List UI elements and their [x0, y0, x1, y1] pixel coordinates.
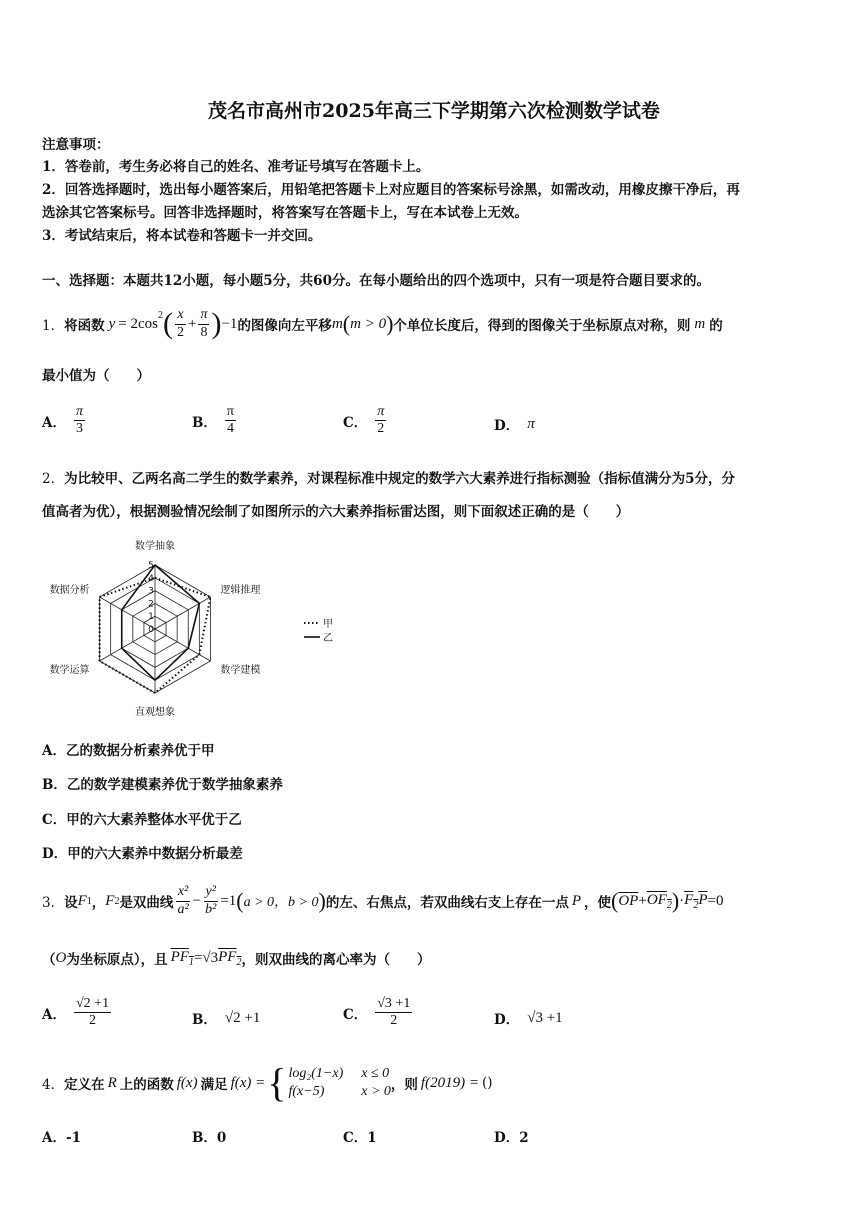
- option-label: C．: [343, 1130, 368, 1146]
- question-text: 个单位长度后，得到的图像关于坐标原点对称，则: [393, 318, 691, 334]
- question-text: 的图像向左平移: [237, 318, 332, 334]
- formula-y: y: [108, 315, 116, 332]
- option-value: 1: [367, 1130, 377, 1146]
- option-a[interactable]: [42, 404, 87, 437]
- option-label: A．: [42, 1130, 66, 1146]
- paren-open: (: [611, 888, 619, 913]
- vector-f2p: [684, 892, 707, 911]
- vector-of2: [647, 892, 672, 911]
- question-text: 上的函数: [119, 1077, 174, 1093]
- option-d[interactable]: [494, 1008, 563, 1028]
- option-b[interactable]: [192, 404, 238, 437]
- tick-label: 3: [148, 586, 154, 597]
- question-text: 是双曲线: [119, 895, 174, 911]
- option-value: π: [527, 415, 535, 432]
- option-label: A．: [42, 414, 66, 431]
- question-text: ，则双曲线的离心率为（ ）: [241, 952, 431, 968]
- notice-item-2-cont: 选涂其它答案标号。回答非选择题时，将答案写在答题卡上，写在本试卷上无效。: [42, 205, 528, 221]
- option-b[interactable]: [192, 1008, 260, 1028]
- formula-fx: f(x) =: [230, 1074, 266, 1091]
- denominator: 8: [200, 324, 208, 340]
- vector-text: F: [684, 891, 694, 908]
- option-value: 0: [216, 1130, 227, 1146]
- vector-op: $\overline{OP}$: [618, 892, 639, 909]
- option-a[interactable]: A．乙的数据分析素养优于甲: [42, 743, 215, 759]
- subscript: 1: [86, 895, 92, 907]
- denominator: 4: [226, 421, 234, 437]
- axis-label: 直观想象: [135, 707, 175, 718]
- fraction: [225, 404, 236, 437]
- option-label: D．: [494, 1012, 520, 1028]
- paren-close: ): [386, 311, 394, 336]
- option-a[interactable]: [42, 996, 113, 1029]
- notice-item-2: 2．回答选择题时，选出每小题答案后，用铅笔把答题卡上对应题目的答案标号涂黑，如需改动，用橡皮擦干净后，再: [42, 182, 740, 198]
- subscript: 2: [236, 956, 242, 968]
- question-text: 满足: [200, 1077, 228, 1093]
- axis-label: 数学抽象: [135, 541, 175, 552]
- numerator: π: [74, 404, 85, 421]
- denominator: 2: [390, 1013, 398, 1029]
- series-乙: [122, 565, 200, 680]
- radar-chart: [40, 532, 350, 724]
- axis-label: 数学运算: [49, 665, 90, 676]
- axis-spoke: [100, 629, 155, 661]
- symbol-o: O: [55, 949, 67, 966]
- legend-label: 乙: [323, 633, 333, 644]
- question-text: 为比较甲、乙两名高二学生的数学素养，对课程标准中规定的数学六大素养进行指标测验（指标值满分为5分，分: [64, 471, 735, 487]
- option-label: A．: [42, 1006, 66, 1023]
- question-text: ，则: [390, 1077, 418, 1093]
- option-a[interactable]: [42, 1126, 81, 1146]
- brace-icon: {: [267, 1060, 287, 1105]
- question-3-cont: [42, 948, 430, 968]
- option-value: √3 +1: [527, 1009, 563, 1026]
- punctuation: ，: [91, 895, 106, 911]
- option-c[interactable]: [343, 996, 414, 1029]
- question-number: 1．: [42, 318, 65, 334]
- formula-plus: +: [187, 315, 197, 332]
- option-value: -1: [65, 1130, 81, 1146]
- question-text: 的: [709, 318, 723, 334]
- formula-condition: a > 0，b > 0: [243, 895, 319, 910]
- axis-spoke: [155, 629, 210, 661]
- paren-close: ): [671, 888, 680, 913]
- tick-label: 1: [148, 612, 154, 623]
- notice-item-1: 1．答卷前，考生务必将自己的姓名、准考证号填写在答题卡上。: [42, 159, 430, 175]
- formula-fx: f(x): [176, 1074, 198, 1091]
- numerator: y²: [204, 884, 218, 901]
- vector-text: PF: [218, 948, 237, 965]
- denominator: 2: [377, 421, 385, 437]
- option-label: B．: [192, 1130, 217, 1146]
- fraction: [74, 996, 111, 1029]
- question-number: 4．: [42, 1077, 65, 1093]
- question-text: ，使: [584, 895, 612, 911]
- fraction: [175, 307, 186, 340]
- fraction: [203, 884, 218, 917]
- axis-label: 数学建模: [220, 665, 261, 676]
- formula-m: m: [331, 315, 343, 332]
- vector-text: OF: [646, 891, 667, 908]
- symbol-p: P: [571, 892, 582, 909]
- denominator: 3: [75, 421, 83, 437]
- vector-pf1: [171, 949, 194, 968]
- option-d[interactable]: [494, 1126, 529, 1146]
- formula-exponent: 2: [157, 310, 163, 321]
- legend-label: 甲: [323, 619, 333, 630]
- numerator: √2 +1: [74, 996, 111, 1013]
- formula-ask: f(2019) =: [420, 1074, 479, 1091]
- denominator: a²: [177, 901, 189, 917]
- axis-spoke: [155, 597, 210, 629]
- option-label: B．: [192, 414, 217, 431]
- tick-label: 0: [148, 625, 154, 635]
- formula-equals: =√3: [193, 949, 219, 966]
- option-label: C．: [343, 414, 368, 431]
- question-text: 定义在: [64, 1077, 105, 1093]
- option-c[interactable]: [343, 404, 388, 437]
- symbol-r: R: [107, 1074, 117, 1091]
- tick-label: 4: [148, 573, 154, 584]
- case-condition: x ≤ 0: [361, 1066, 390, 1081]
- formula-m: m: [694, 315, 706, 332]
- subscript: 1: [188, 956, 194, 968]
- question-1-tail: 最小值为（ ）: [42, 368, 150, 384]
- vector-text: P: [698, 891, 708, 908]
- paren-close: ): [318, 888, 326, 913]
- paren-close: ): [211, 307, 222, 340]
- notice-heading: 注意事项：: [42, 137, 110, 153]
- numerator: π: [225, 404, 236, 421]
- formula-equals: =0: [707, 892, 724, 909]
- question-text: 的左、右焦点，若双曲线右支上存在一点: [325, 895, 569, 911]
- fraction: [375, 996, 412, 1029]
- denominator: 2: [176, 324, 184, 340]
- piecewise: [288, 1066, 390, 1100]
- formula-equals: =1: [220, 892, 237, 909]
- case-condition: x > 0: [361, 1084, 391, 1099]
- option-label: D．: [494, 1130, 520, 1146]
- question-number: 3．: [42, 895, 65, 911]
- option-label: D．: [494, 418, 520, 434]
- punctuation: （: [42, 952, 56, 968]
- question-1: [42, 304, 723, 344]
- subscript: 2: [693, 899, 699, 911]
- numerator: π: [375, 404, 386, 421]
- option-value: 2: [519, 1130, 529, 1146]
- question-3: [42, 880, 723, 922]
- fraction: [175, 884, 190, 917]
- page-title: 茂名市高州市2025年高三下学期第六次检测数学试卷: [208, 100, 660, 122]
- question-text: 为坐标原点），且: [66, 952, 168, 968]
- subscript: 2: [666, 899, 672, 911]
- vector-pf2: [218, 949, 241, 968]
- denominator: 2: [89, 1013, 97, 1029]
- formula-condition: m > 0: [350, 315, 387, 332]
- option-b[interactable]: B．乙的数学建模素养优于数学抽象素养: [42, 777, 283, 793]
- question-2-cont: 值高者为优），根据测验情况绘制了如图所示的六大素养指标雷达图，则下面叙述正确的是（ ）: [42, 504, 630, 520]
- tick-label: 2: [148, 599, 154, 610]
- option-b[interactable]: [192, 1126, 226, 1146]
- formula-cos: = 2cos: [118, 315, 158, 332]
- symbol-f: F: [105, 892, 115, 909]
- question-number: 2．: [42, 471, 65, 487]
- paren-open: (: [342, 311, 351, 336]
- paren-open: (: [236, 888, 244, 913]
- question-4: [42, 1059, 492, 1107]
- option-label: B．: [192, 1012, 217, 1028]
- subscript: 2: [114, 895, 120, 907]
- section-heading: 一、选择题：本题共12小题，每小题5分，共60分。在每小题给出的四个选项中，只有一项是符合题目要求的。: [42, 273, 710, 289]
- numerator: √3 +1: [375, 996, 412, 1013]
- formula-dot: ·: [679, 892, 685, 909]
- question-text: 设: [64, 895, 78, 911]
- case-expression: log₂(1−x): [288, 1066, 344, 1081]
- notice-item-3: 3．考试结束后，将本试卷和答题卡一并交回。: [42, 228, 322, 244]
- fraction: [198, 307, 209, 340]
- axis-label: 逻辑推理: [220, 585, 261, 596]
- symbol-f: F: [77, 892, 87, 909]
- option-d[interactable]: [494, 414, 535, 434]
- case-expression: f(x−5): [288, 1084, 325, 1099]
- formula-plus: +: [638, 892, 647, 909]
- denominator: b²: [205, 901, 217, 917]
- option-value: √2 +1: [224, 1009, 261, 1026]
- fraction: [74, 404, 85, 437]
- vector-text: PF: [170, 948, 189, 965]
- question-2: [42, 467, 735, 487]
- option-c[interactable]: C．甲的六大素养整体水平优于乙: [42, 812, 242, 828]
- question-text: 将函数: [64, 318, 105, 334]
- option-c[interactable]: [343, 1126, 377, 1146]
- numerator: x²: [176, 884, 190, 901]
- axis-label: 数据分析: [49, 585, 90, 596]
- paren-open: (: [162, 307, 173, 340]
- tick-label: 5: [148, 561, 154, 571]
- formula-minus-one: −1: [221, 315, 238, 332]
- numerator: x: [175, 307, 185, 324]
- numerator: π: [198, 307, 209, 324]
- fraction: [375, 404, 386, 437]
- option-label: C．: [343, 1006, 368, 1023]
- formula-minus: −: [192, 892, 202, 909]
- option-d[interactable]: D．甲的六大素养中数据分析最差: [42, 846, 243, 862]
- answer-paren: (): [481, 1075, 493, 1091]
